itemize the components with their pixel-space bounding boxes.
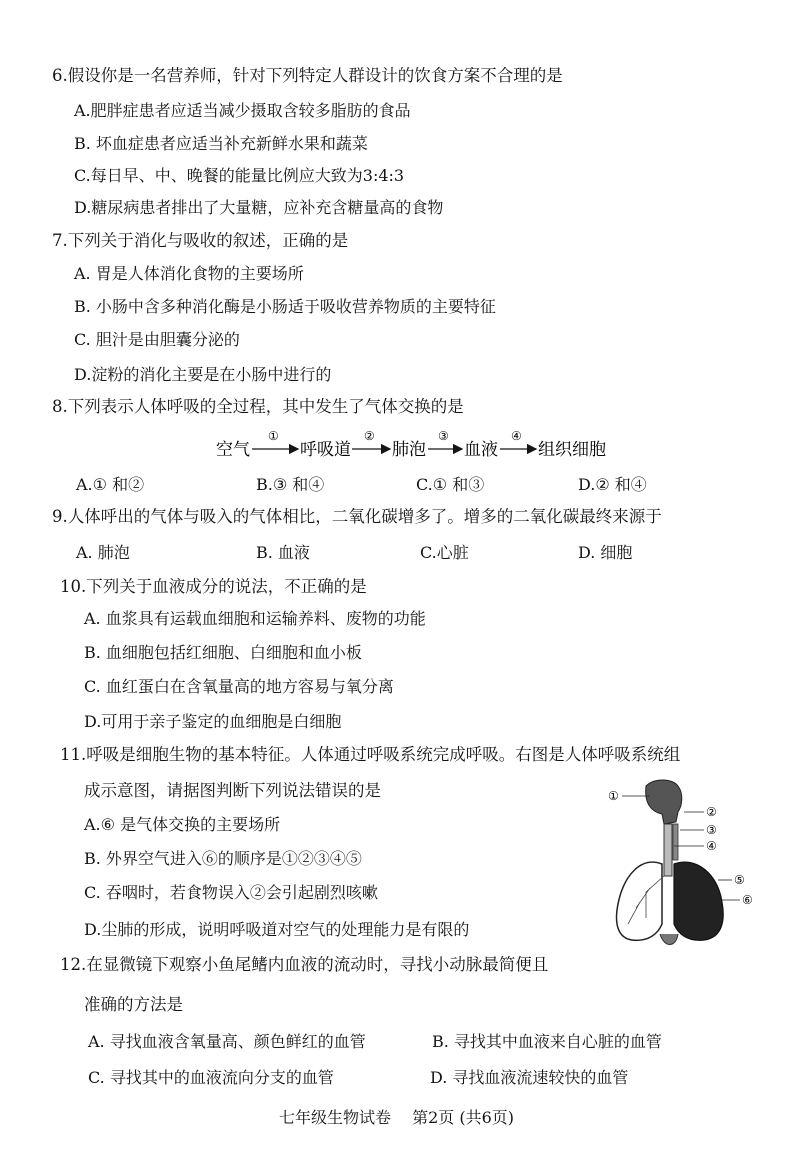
flow-node-air: 空气 (216, 440, 250, 460)
question-8-option-c: C.① 和③ (416, 475, 485, 494)
flow-node-tissue-cells: 组织细胞 (538, 440, 606, 460)
question-12-option-d: D. 寻找血液流速较快的血管 (430, 1068, 629, 1087)
left-lung-shape (617, 862, 662, 940)
question-10-option-d: D.可用于亲子鉴定的血细胞是白细胞 (84, 712, 342, 731)
question-12-stem-line1: 12.在显微镜下观察小鱼尾鳍内血液的流动时，寻找小动脉最简便且 (60, 955, 549, 974)
question-8-option-b: B.③ 和④ (256, 475, 325, 494)
question-8-option-d: D.② 和④ (578, 475, 647, 494)
footer-exam-title: 七年级生物试卷 (278, 1108, 391, 1127)
question-10-option-c: C. 血红蛋白在含氧量高的地方容易与氧分离 (84, 677, 394, 696)
question-12-option-b: B. 寻找其中血液来自心脏的血管 (432, 1032, 662, 1051)
question-7-stem: 7.下列关于消化与吸收的叙述，正确的是 (52, 231, 349, 250)
question-9-option-c: C.心脏 (420, 543, 469, 562)
respiratory-system-svg (606, 778, 766, 953)
flow-step-2: ② (364, 429, 375, 443)
question-9-option-b: B. 血液 (256, 543, 310, 562)
question-6-option-c: C.每日早、中、晚餐的能量比例应大致为3:4:3 (74, 166, 405, 185)
question-10-option-a: A. 血浆具有运载血细胞和运输养料、废物的功能 (84, 609, 426, 628)
question-8-stem: 8.下列表示人体呼吸的全过程，其中发生了气体交换的是 (52, 397, 464, 416)
question-10-stem: 10.下列关于血液成分的说法，不正确的是 (60, 577, 367, 596)
question-9-option-d: D. 细胞 (578, 543, 633, 562)
flow-step-3: ③ (438, 429, 449, 443)
flow-node-blood: 血液 (464, 440, 498, 460)
flow-step-4: ④ (511, 429, 522, 443)
flow-svg (216, 428, 606, 464)
flow-node-airway: 呼吸道 (300, 440, 351, 460)
question-7-option-d: D.淀粉的消化主要是在小肠中进行的 (74, 365, 332, 384)
question-11-option-b: B. 外界空气进入⑥的顺序是①②③④⑤ (84, 849, 362, 868)
question-10-option-b: B. 血细胞包括红细胞、白细胞和血小板 (84, 643, 362, 662)
page-footer (0, 1105, 793, 1128)
question-7-option-b: B. 小肠中含多种消化酶是小肠适于吸收营养物质的主要特征 (74, 297, 496, 316)
footer-page-number: 第2页 (共6页) (412, 1108, 515, 1127)
figure-label-5: ⑤ (734, 873, 745, 887)
question-11-option-d: D.尘肺的形成，说明呼吸道对空气的处理能力是有限的 (84, 920, 470, 939)
question-12-option-c: C. 寻找其中的血液流向分支的血管 (88, 1068, 334, 1087)
head-silhouette (646, 780, 682, 824)
flow-step-1: ① (268, 429, 279, 443)
base-shape (660, 934, 678, 945)
question-12-stem-line2: 准确的方法是 (84, 995, 183, 1014)
question-9-option-a: A. 肺泡 (76, 543, 130, 562)
esophagus-shape (673, 824, 678, 860)
question-7-option-a: A. 胃是人体消化食物的主要场所 (74, 264, 304, 283)
figure-label-4: ④ (706, 839, 717, 853)
question-8-option-a: A.① 和② (76, 475, 145, 494)
question-6-option-b: B. 坏血症患者应适当补充新鲜水果和蔬菜 (74, 134, 368, 153)
question-6-option-d: D.糖尿病患者排出了大量糖，应补充含糖量高的食物 (74, 198, 444, 217)
figure-label-1: ① (608, 789, 619, 803)
trachea-shape (664, 824, 672, 876)
figure-label-6: ⑥ (742, 893, 753, 907)
question-9-stem: 9.人体呼出的气体与吸入的气体相比，二氧化碳增多了。增多的二氧化碳最终来源于 (52, 507, 662, 526)
question-11-stem-line1: 11.呼吸是细胞生物的基本特征。人体通过呼吸系统完成呼吸。右图是人体呼吸系统组 (60, 745, 681, 764)
flow-node-alveoli: 肺泡 (392, 440, 426, 460)
question-12-option-a: A. 寻找血液含氧量高、颜色鲜红的血管 (88, 1032, 366, 1051)
question-6-stem: 6.假设你是一名营养师，针对下列特定人群设计的饮食方案不合理的是 (52, 66, 563, 85)
respiration-flow-diagram (216, 428, 606, 464)
respiratory-system-figure (606, 778, 766, 953)
figure-label-2: ② (706, 805, 717, 819)
question-11-option-c: C. 吞咽时，若食物误入②会引起剧烈咳嗽 (84, 883, 378, 902)
question-11-option-a: A.⑥ 是气体交换的主要场所 (84, 815, 281, 834)
question-6-option-a: A.肥胖症患者应适当减少摄取含较多脂肪的食品 (74, 101, 411, 120)
question-11-stem-line2: 成示意图，请据图判断下列说法错误的是 (84, 781, 381, 800)
right-lung-shape (674, 862, 723, 940)
figure-label-3: ③ (706, 823, 717, 837)
question-7-option-c: C. 胆汁是由胆囊分泌的 (74, 330, 240, 349)
